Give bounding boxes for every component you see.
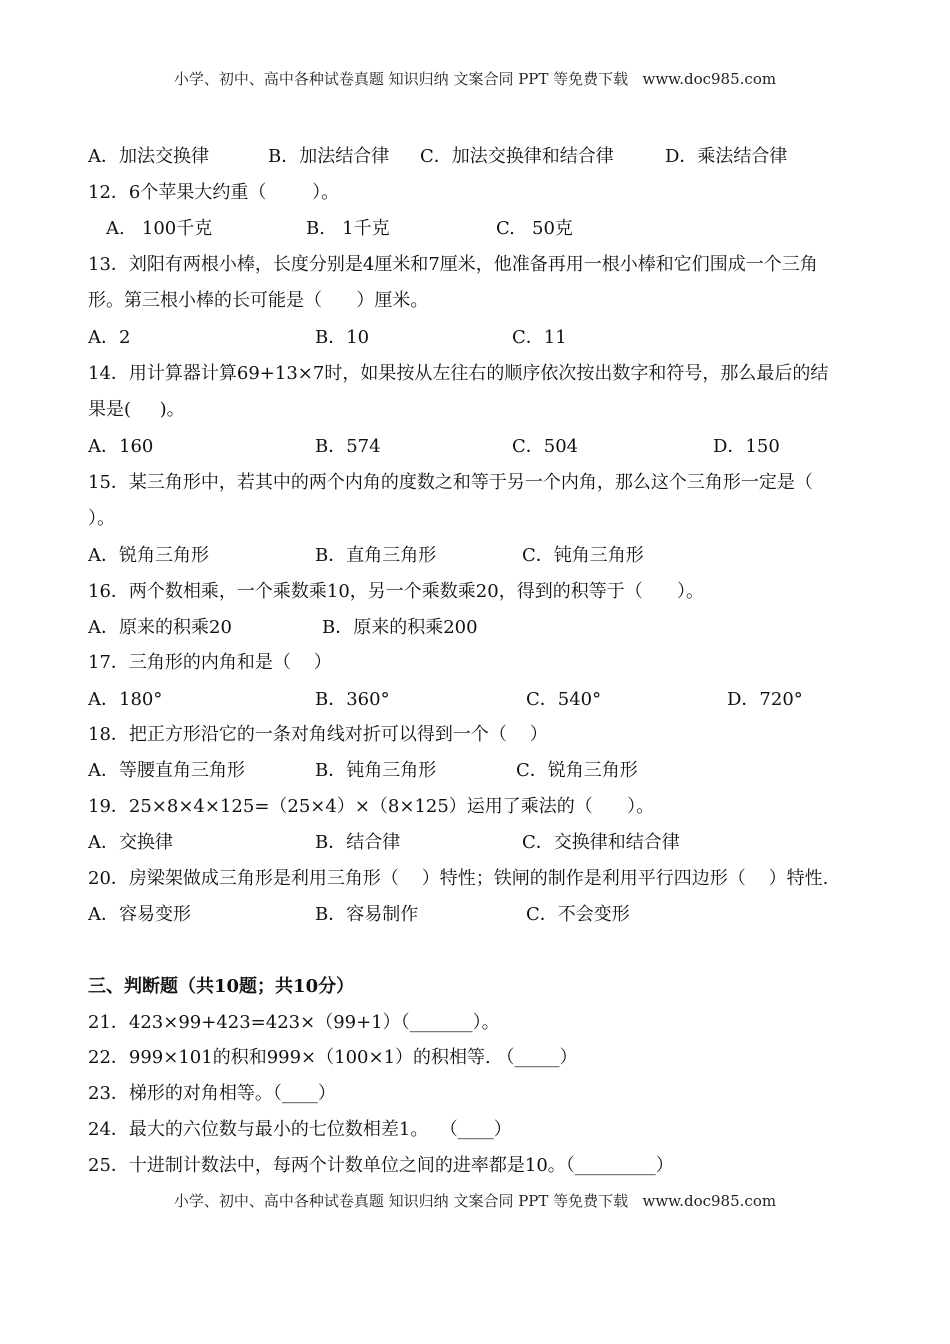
q11-option-d: D．乘法结合律 xyxy=(665,146,788,167)
q13-line1: 13．刘阳有两根小棒，长度分别是4厘米和7厘米，他准备再用一根小棒和它们围成一个三角 xyxy=(88,254,818,275)
page-header: 小学、初中、高中各种试卷真题 知识归纳 文案合同 PPT 等免费下载 www.doc985.com xyxy=(173,70,777,88)
q14-line1: 14．用计算器计算69+13×7时，如果按从左往右的顺序依次按出数字和符号，那么最后的结 xyxy=(88,363,829,384)
q15-option-c: C．钝角三角形 xyxy=(522,545,644,566)
q25-text: 25．十进制计数法中，每两个计数单位之间的进率都是10。（_________） xyxy=(88,1155,674,1176)
q15-option-b: B．直角三角形 xyxy=(315,545,437,566)
q19-text: 19．25×8×4×125=（25×4）×（8×125）运用了乘法的（ ）。 xyxy=(88,796,655,817)
q13-option-c: C．11 xyxy=(512,327,567,348)
q23-text: 23．梯形的对角相等。（____） xyxy=(88,1083,336,1104)
q18-option-a: A．等腰直角三角形 xyxy=(88,760,245,781)
section-3-title: 三、判断题（共10题；共10分） xyxy=(88,976,355,997)
q19-option-c: C．交换律和结合律 xyxy=(522,832,680,853)
q18-text: 18．把正方形沿它的一条对角线对折可以得到一个（ ） xyxy=(88,724,548,745)
q22-text: 22．999×101的积和999×（100×1）的积相等. （_____） xyxy=(88,1047,578,1068)
q17-option-d: D．720° xyxy=(727,689,803,710)
q13-option-b: B．10 xyxy=(315,327,370,348)
q16-option-b: B．原来的积乘200 xyxy=(322,617,478,638)
q15-line2: ）。 xyxy=(88,508,115,529)
q14-option-c: C．504 xyxy=(512,436,579,457)
q24-text: 24．最大的六位数与最小的七位数相差1。 （____） xyxy=(88,1119,512,1140)
q21-text: 21．423×99+423=423×（99+1）（_______）。 xyxy=(88,1012,500,1033)
q17-text: 17．三角形的内角和是（ ） xyxy=(88,652,332,673)
q20-option-c: C．不会变形 xyxy=(526,904,630,925)
q16-text: 16．两个数相乘，一个乘数乘10，另一个乘数乘20，得到的积等于（ ）。 xyxy=(88,581,705,602)
q12-option-a: A. 100千克 xyxy=(106,218,213,239)
q15-option-a: A．锐角三角形 xyxy=(88,545,209,566)
q12-option-b: B. 1千克 xyxy=(306,218,390,239)
q18-option-b: B．钝角三角形 xyxy=(315,760,437,781)
q11-option-b: B．加法结合律 xyxy=(268,146,390,167)
q20-option-a: A．容易变形 xyxy=(88,904,191,925)
q15-line1: 15．某三角形中，若其中的两个内角的度数之和等于另一个内角，那么这个三角形一定是（ xyxy=(88,472,813,493)
q12-text: 12．6个苹果大约重（ ）。 xyxy=(88,182,340,203)
q17-option-a: A．180° xyxy=(88,689,163,710)
q20-option-b: B．容易制作 xyxy=(315,904,419,925)
page-footer: 小学、初中、高中各种试卷真题 知识归纳 文案合同 PPT 等免费下载 www.doc985.com xyxy=(173,1192,777,1210)
q19-option-b: B．结合律 xyxy=(315,832,401,853)
q14-line2: 果是( )。 xyxy=(88,399,185,420)
q18-option-c: C．锐角三角形 xyxy=(516,760,638,781)
q12-option-c: C. 50克 xyxy=(496,218,573,239)
q17-option-b: B．360° xyxy=(315,689,390,710)
q14-option-a: A．160 xyxy=(88,436,154,457)
q19-option-a: A．交换律 xyxy=(88,832,173,853)
q13-option-a: A．2 xyxy=(88,327,131,348)
q20-text: 20．房梁架做成三角形是利用三角形（ ）特性；铁闸的制作是利用平行四边形（ ）特性. xyxy=(88,868,829,889)
q11-option-a: A．加法交换律 xyxy=(88,146,209,167)
q16-option-a: A．原来的积乘20 xyxy=(88,617,232,638)
q14-option-b: B．574 xyxy=(315,436,381,457)
q14-option-d: D．150 xyxy=(713,436,780,457)
q17-option-c: C．540° xyxy=(526,689,602,710)
q13-line2: 形。第三根小棒的长可能是（ ）厘米。 xyxy=(88,290,429,311)
q11-option-c: C．加法交换律和结合律 xyxy=(420,146,614,167)
